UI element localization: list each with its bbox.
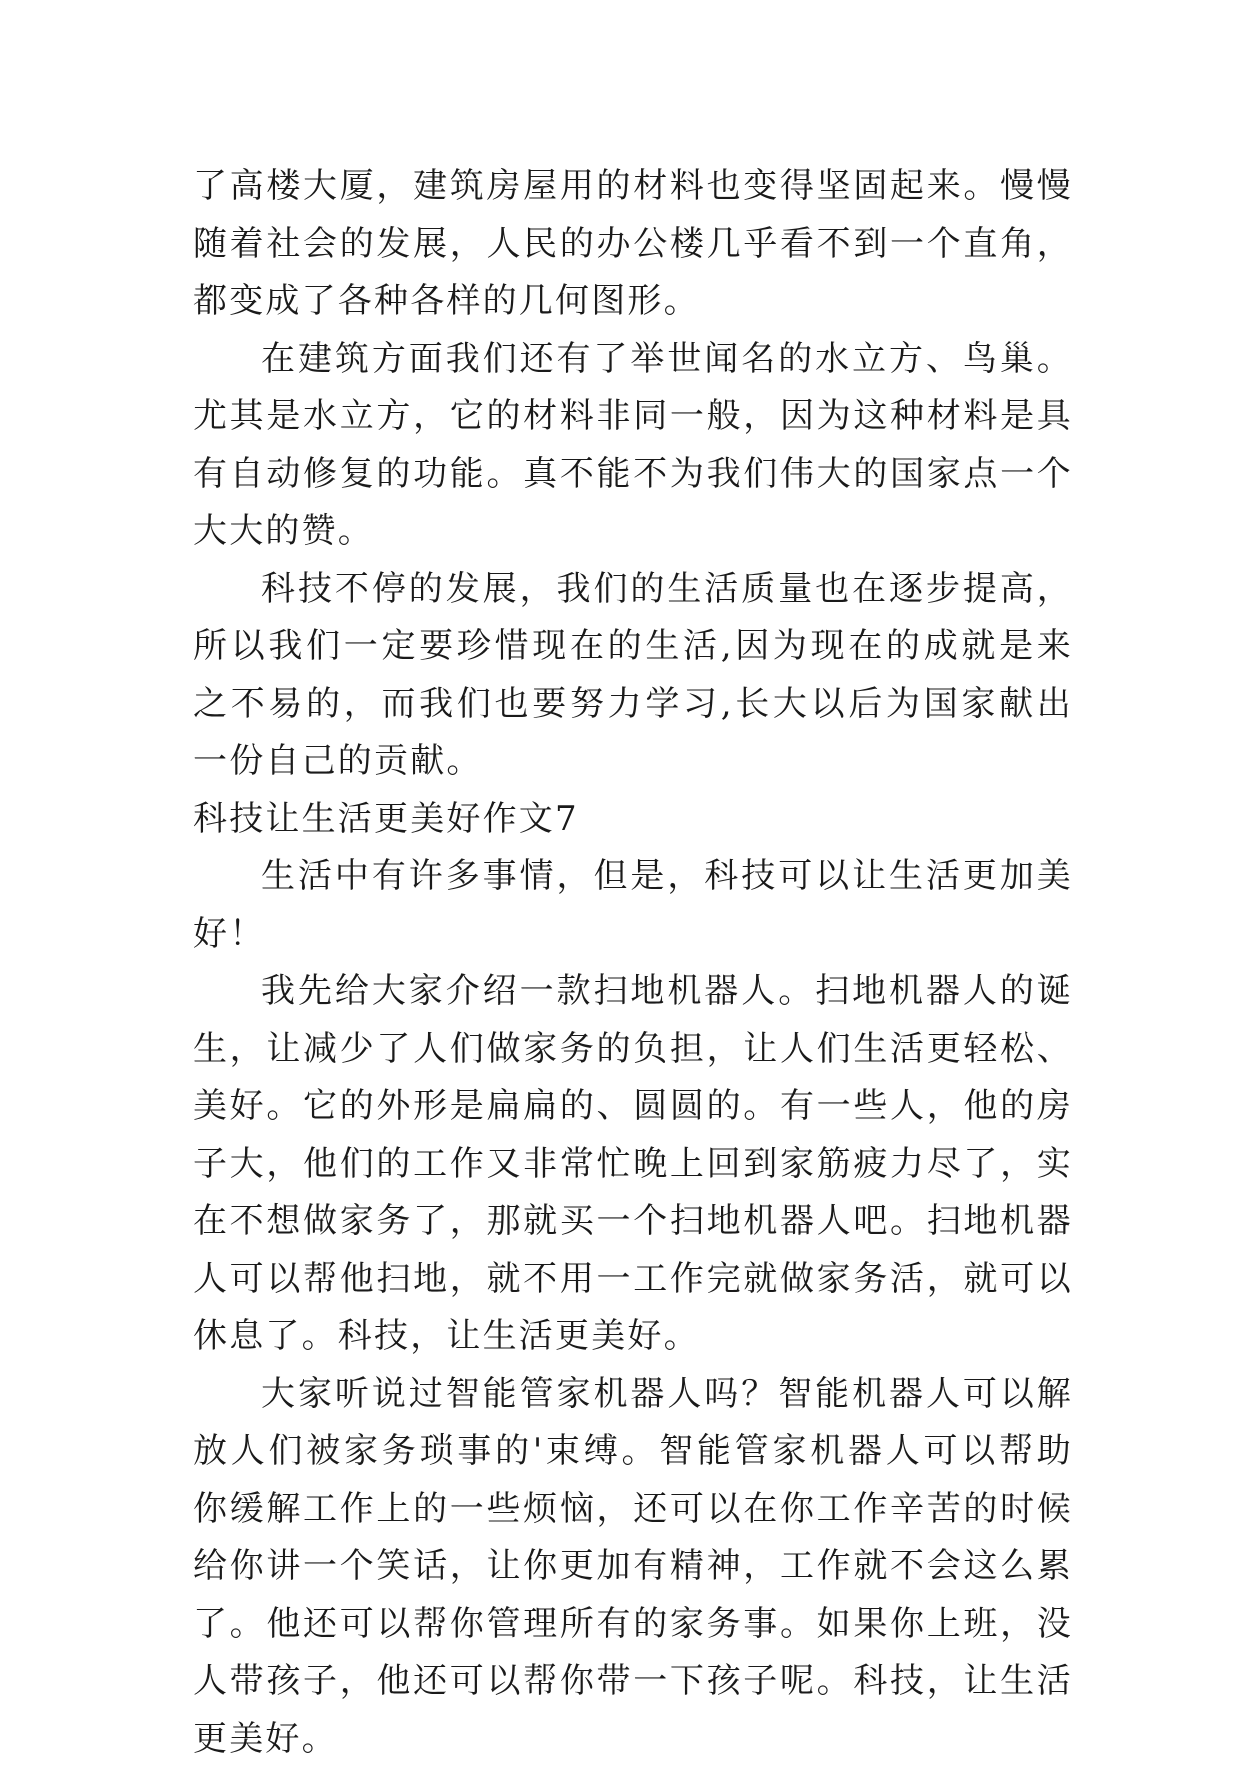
section-title: 科技让生活更美好作文7 — [193, 791, 1073, 849]
section-paragraph-3: 大家听说过智能管家机器人吗？智能机器人可以解放人们被家务琐事的'束缚。智能管家机器人可以帮助你缓解工作上的一些烦恼，还可以在你工作辛苦的时候给你讲一个笑话，让你更加有精神，工作就不会这么累了。他还可以帮你管理所有的家务事。如果你上班，没人带孩子，他还可以帮你带一下孩子呢。科技，让生活更美好。 — [193, 1366, 1073, 1768]
section-paragraph-1: 生活中有许多事情，但是，科技可以让生活更加美好！ — [193, 848, 1073, 963]
paragraph-1: 了高楼大厦，建筑房屋用的材料也变得坚固起来。慢慢随着社会的发展，人民的办公楼几乎看不到一个直角，都变成了各种各样的几何图形。 — [193, 158, 1073, 331]
section-paragraph-2: 我先给大家介绍一款扫地机器人。扫地机器人的诞生，让减少了人们做家务的负担，让人们生活更轻松、美好。它的外形是扁扁的、圆圆的。有一些人，他的房子大，他们的工作又非常忙晚上回到家筋疲力尽了，实在不想做家务了，那就买一个扫地机器人吧。扫地机器人可以帮他扫地，就不用一工作完就做家务活，就可以休息了。科技，让生活更美好。 — [193, 963, 1073, 1366]
document-body — [193, 158, 1073, 1768]
paragraph-2: 在建筑方面我们还有了举世闻名的水立方、鸟巢。尤其是水立方，它的材料非同一般，因为这种材料是具有自动修复的功能。真不能不为我们伟大的国家点一个大大的赞。 — [193, 331, 1073, 561]
paragraph-3: 科技不停的发展，我们的生活质量也在逐步提高，所以我们一定要珍惜现在的生活,因为现在的成就是来之不易的，而我们也要努力学习,长大以后为国家献出一份自己的贡献。 — [193, 561, 1073, 791]
